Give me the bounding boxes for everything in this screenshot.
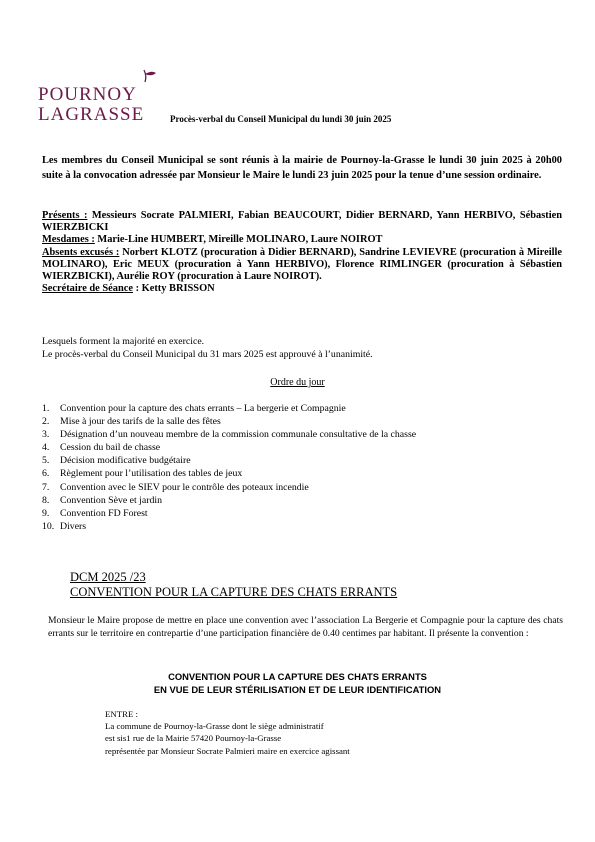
quorum-line-2: Le procès-verbal du Conseil Municipal du 31 mars 2025 est approuvé à l’unanimité. [42, 349, 373, 360]
convention-title-line-2: EN VUE DE LEUR STÉRILISATION ET DE LEUR IDENTIFICATION [153, 684, 442, 695]
agenda-item-number: 10. [42, 520, 55, 532]
agenda-item-number: 5. [42, 455, 50, 467]
commune-logo [38, 68, 168, 123]
entre-line-3: représentée par Monsieur Socrate Palmieri maire en exercice agissant [105, 745, 350, 756]
agenda-item-label: Cession du bail de chasse [60, 442, 161, 454]
agenda-item [42, 441, 562, 454]
secretaire-text: : Ketty BRISSON [132, 283, 215, 295]
quorum-section [42, 335, 562, 361]
agenda-item-number: 4. [42, 442, 50, 454]
agenda-item-label: Convention FD Forest [60, 507, 148, 519]
mesdames-text: Marie-Line HUMBERT, Mireille MOLINARO, Laure NOIROT [94, 234, 383, 246]
dcm-heading [70, 570, 397, 600]
agenda-item-number: 2. [42, 416, 50, 428]
dcm-title: CONVENTION POUR LA CAPTURE DES CHATS ERRANTS [70, 585, 398, 599]
presents-text: Messieurs Socrate PALMIERI, Fabian BEAUCOURT, Didier BERNARD, Yann HERBIVO, Sébastien WIERZBICKI [42, 210, 562, 234]
absents-label: Absents excusés : [42, 246, 120, 258]
entre-label: ENTRE : [105, 709, 138, 719]
secretaire-label: Secrétaire de Séance [42, 283, 133, 295]
agenda-item-label: Mise à jour des tarifs de la salle des fêtes [60, 416, 221, 428]
logo-line-2: LAGRASSE [38, 104, 145, 125]
agenda-item [42, 428, 562, 441]
agenda-item-number: 6. [42, 468, 50, 480]
agenda-item-label: Convention avec le SIEV pour le contrôle des poteaux incendie [60, 481, 309, 493]
entre-line-2: est sis1 rue de la Mairie 57420 Pournoy-la-Grasse [105, 733, 282, 744]
quorum-line-1: Lesquels forment la majorité en exercice. [42, 336, 205, 347]
parties-section [105, 708, 350, 757]
absents-text: Norbert KLOTZ (procuration à Didier BERNARD), Sandrine LEVIEVRE (procuration à Mireille MOLINARO), Eric MEUX (procuration à Yann HERBIVO), Florence RIMLINGER (procuration à Sébastien WIERZBICKI), Aurélie ROY (procuration à Laure NOIROT). [42, 246, 562, 283]
agenda-item-label: Désignation d’un nouveau membre de la commission communale consultative de la chasse [60, 429, 417, 441]
agenda-item-number: 3. [42, 429, 50, 441]
agenda-item [42, 402, 562, 415]
mesdames-line [42, 234, 562, 246]
entre-line-1: La commune de Pournoy-la-Grasse dont le siège administratif [105, 721, 324, 732]
agenda-item-label: Règlement pour l’utilisation des tables de jeux [60, 468, 243, 480]
convention-title [0, 670, 595, 696]
presents-line [42, 210, 562, 234]
agenda-item [42, 415, 562, 428]
agenda-item-label: Convention pour la capture des chats errants – La bergerie et Compagnie [60, 403, 346, 414]
document-title: Procès-verbal du Conseil Municipal du lundi 30 juin 2025 [170, 114, 392, 124]
agenda-item-number: 8. [42, 494, 50, 506]
agenda-item-label: Convention Sève et jardin [60, 494, 163, 506]
logo-line-1: POURNOY [38, 84, 137, 105]
agenda-item-label: Divers [60, 520, 87, 532]
agenda-item [42, 481, 562, 494]
attendance-section [42, 210, 562, 295]
agenda-list [42, 402, 562, 533]
presents-label: Présents : [42, 210, 88, 221]
agenda-item [42, 494, 562, 507]
agenda-item-number: 1. [42, 403, 50, 414]
agenda-item [42, 454, 562, 467]
secretaire-line [42, 283, 562, 295]
absents-line [42, 247, 562, 284]
agenda-item-number: 7. [42, 481, 50, 493]
proposal-paragraph: Monsieur le Maire propose de mettre en place une convention avec l’association La Bergerie et Compagnie pour la capture des chats errants sur le territoire en contrepartie d’une participation financière de 0.40 centimes par habitant. Il présente la convention : [48, 615, 563, 639]
agenda-item [42, 507, 562, 520]
agenda-item [42, 467, 562, 480]
agenda-item-label: Décision modificative budgétaire [60, 455, 191, 467]
dcm-number: DCM 2025 /23 [70, 570, 146, 584]
agenda-item-number: 9. [42, 507, 50, 519]
agenda-item [42, 520, 562, 533]
intro-paragraph: Les membres du Conseil Municipal se sont réunis à la mairie de Pournoy-la-Grasse le lundi 30 juin 2025 à 20h00 suite à la convocation adressée par Monsieur le Maire le lundi 23 juin 2025 pour la tenue d’une session ordinaire. [42, 155, 562, 181]
convention-title-line-1: CONVENTION POUR LA CAPTURE DES CHATS ERRANTS [168, 671, 427, 682]
mesdames-label: Mesdames : [42, 234, 95, 246]
agenda-title: Ordre du jour [270, 377, 325, 388]
